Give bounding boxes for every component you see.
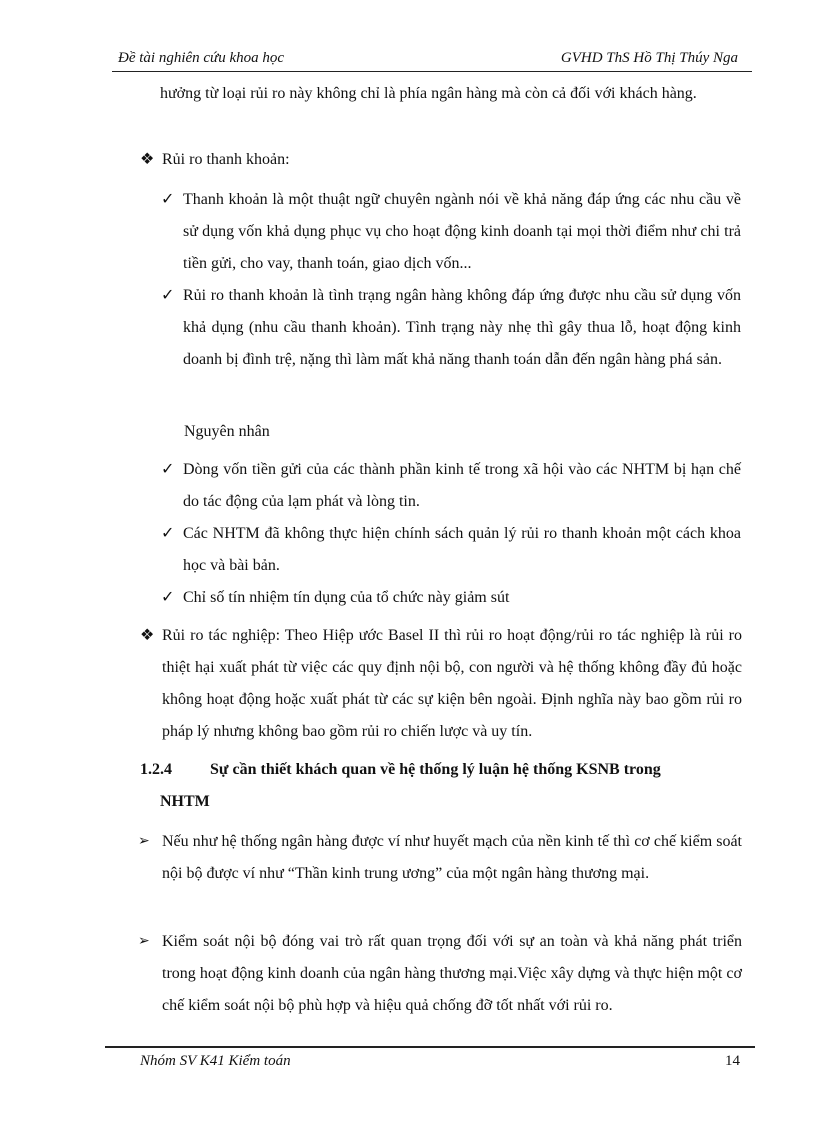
check-icon: ✓ xyxy=(161,525,175,542)
page-number: 14 xyxy=(725,1053,740,1069)
liquidity-title: Rủi ro thanh khoản: xyxy=(162,151,290,168)
section-title-line1: Sự cần thiết khách quan về hệ thống lý luận hệ thống KSNB trong xyxy=(210,761,661,778)
causes-label: Nguyên nhân xyxy=(184,423,270,440)
liquidity-point-1: ✓ Thanh khoản là một thuật ngữ chuyên ngành nói về khả năng đáp ứng các nhu cầu về sử dụng vốn khả dụng phục vụ cho hoạt động kinh doanh tại mọi thời điểm như chi trả tiền gửi, cho vay, thanh toán, giao dịch vốn... xyxy=(183,184,741,280)
header-supervisor: GVHD ThS Hồ Thị Thúy Nga xyxy=(560,50,738,66)
section-point-2: ➢ Kiểm soát nội bộ đóng vai trò rất quan trọng đối với sự an toàn và khả năng phát triển trong hoạt động kinh doanh của ngân hàng thương mại.Việc xây dựng và thực hiện một cơ chế kiểm soát nội bộ phù hợp và hiệu quả chống đỡ tốt nhất với rủi ro. xyxy=(138,926,742,1022)
header-rule xyxy=(112,71,752,72)
arrow-bullet-icon: ➢ xyxy=(138,934,150,949)
check-icon: ✓ xyxy=(161,191,175,208)
cause-2: ✓ Các NHTM đã không thực hiện chính sách quản lý rủi ro thanh khoản một cách khoa học và bài bản. xyxy=(183,518,741,582)
section-heading xyxy=(140,754,742,818)
header-title: Đề tài nghiên cứu khoa học xyxy=(118,50,285,66)
cause-1: ✓ Dòng vốn tiền gửi của các thành phần kinh tế trong xã hội vào các NHTM bị hạn chế do tác động của lạm phát và lòng tin. xyxy=(183,454,741,518)
check-icon: ✓ xyxy=(161,287,175,304)
liquidity-point-2: ✓ Rủi ro thanh khoản là tình trạng ngân hàng không đáp ứng được nhu cầu sử dụng vốn khả dụng (nhu cầu thanh khoản). Tình trạng này nhẹ thì gây thua lỗ, hoạt động kinh doanh bị đình trệ, nặng thì làm mất khả năng thanh toán dẫn đến ngân hàng phá sản. xyxy=(183,280,741,376)
page-header xyxy=(112,50,740,70)
footer-rule xyxy=(105,1046,755,1048)
diamond-bullet-icon: ❖ xyxy=(140,627,155,644)
check-icon: ✓ xyxy=(161,461,175,478)
liquidity-heading xyxy=(140,144,742,176)
diamond-bullet-icon: ❖ xyxy=(140,151,155,168)
section-number: 1.2.4 xyxy=(140,761,172,778)
footer-group: Nhóm SV K41 Kiểm toán xyxy=(140,1053,291,1069)
arrow-bullet-icon: ➢ xyxy=(138,834,150,849)
continuation-paragraph: hưởng từ loại rủi ro này không chỉ là phía ngân hàng mà còn cả đối với khách hàng. xyxy=(160,85,697,102)
section-point-1: ➢ Nếu như hệ thống ngân hàng được ví như huyết mạch của nền kinh tế thì cơ chế kiểm soát nội bộ được ví như “Thần kinh trung ương” của một ngân hàng thương mại. xyxy=(138,826,742,890)
cause-3: ✓ Chỉ số tín nhiệm tín dụng của tổ chức này giảm sút xyxy=(183,582,741,614)
section-title-line2: NHTM xyxy=(160,793,210,810)
check-icon: ✓ xyxy=(161,589,175,606)
operational-risk-paragraph: ❖ Rủi ro tác nghiệp: Theo Hiệp ước Basel II thì rủi ro hoạt động/rủi ro tác nghiệp là rủi ro thiệt hại xuất phát từ việc các quy định nội bộ, con người và hệ thống không đầy đủ hoặc không hoạt động hoặc xuất phát từ các sự kiện bên ngoài. Định nghĩa này bao gồm rủi ro pháp lý nhưng không bao gồm rủi ro chiến lược và uy tín. xyxy=(140,620,742,748)
